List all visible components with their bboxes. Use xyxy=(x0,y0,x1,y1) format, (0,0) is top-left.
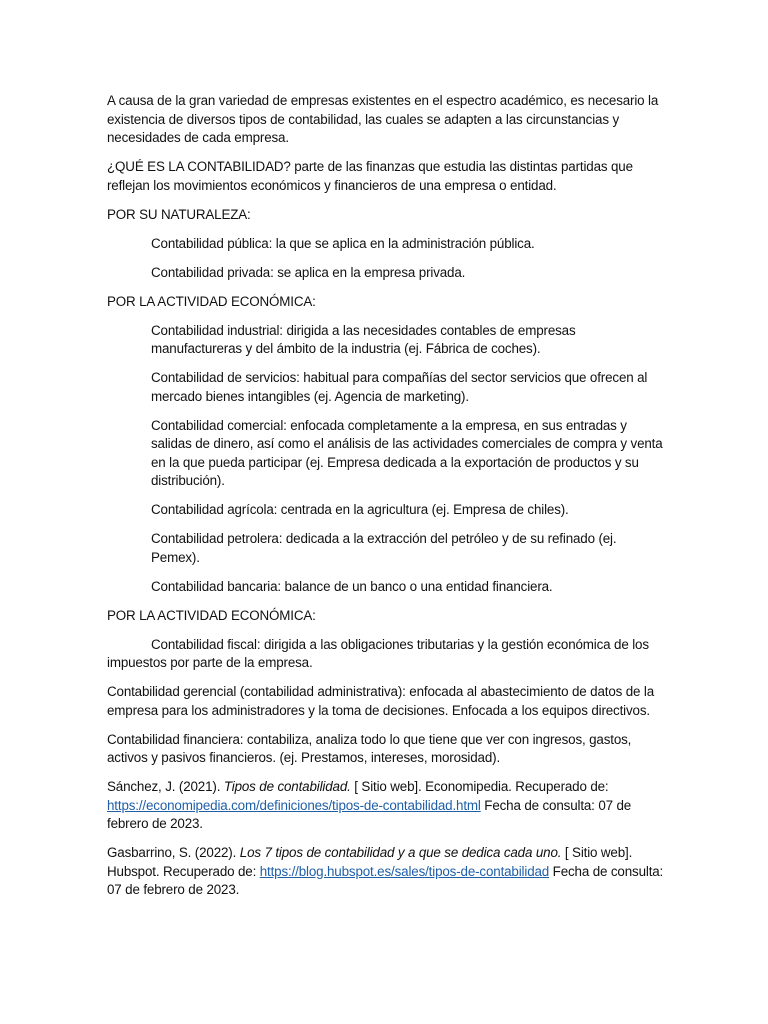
section-heading-actividad: POR LA ACTIVIDAD ECONÓMICA: xyxy=(107,293,316,309)
list-item: Contabilidad industrial: dirigida a las necesidades contables de empresas manufactureras y del ámbito de la industria (ej. Fábrica de coches). xyxy=(151,322,576,356)
list-item: Contabilidad comercial: enfocada completamente a la empresa, en sus entradas y salidas de dinero, así como el análisis de las actividades comerciales de compra y venta en la que pueda participar (ej. Empresa dedicada a la exportación de productos y su distribución). xyxy=(151,417,663,488)
reference-entry xyxy=(107,778,667,834)
list-item: Contabilidad agrícola: centrada en la agricultura (ej. Empresa de chiles). xyxy=(151,502,569,517)
reference-entry xyxy=(107,844,667,900)
fiscal-paragraph: Contabilidad fiscal: dirigida a las obligaciones tributarias y la gestión económica de los impuestos por parte de la empresa. xyxy=(107,636,649,670)
reference-source: [ Sitio web]. Hubspot. Recuperado de: xyxy=(107,845,633,879)
definition-paragraph: ¿QUÉ ES LA CONTABILIDAD? parte de las finanzas que estudia las distintas partidas que reflejan los movimientos económicos y financieros de una empresa o entidad. xyxy=(107,159,633,193)
section-heading-naturaleza: POR SU NATURALEZA: xyxy=(107,206,251,222)
list-item: Contabilidad pública: la que se aplica en la administración pública. xyxy=(151,235,535,251)
reference-title: Los 7 tipos de contabilidad y a que se dedica cada uno. xyxy=(239,845,562,860)
intro-paragraph: A causa de la gran variedad de empresas existentes en el espectro académico, es necesario la existencia de diversos tipos de contabilidad, las cuales se adapten a las circunstancias y necesidades de cada empresa. xyxy=(107,93,659,145)
reference-author: Sánchez, J. (2021). xyxy=(107,779,224,794)
reference-link[interactable]: https://blog.hubspot.es/sales/tipos-de-contabilidad xyxy=(259,863,550,879)
reference-author: Gasbarrino, S. (2022). xyxy=(107,845,240,860)
reference-date: Fecha de consulta: 07 de febrero de 2023. xyxy=(107,797,632,831)
list-item: Contabilidad de servicios: habitual para compañías del sector servicios que ofrecen al mercado bienes intangibles (ej. Agencia de marketing). xyxy=(151,370,648,404)
reference-source: [ Sitio web]. Economipedia. Recuperado de: xyxy=(350,779,609,794)
reference-link[interactable]: https://economipedia.com/definiciones/tipos-de-contabilidad.html xyxy=(107,797,481,813)
list-item: Contabilidad bancaria: balance de un banco o una entidad financiera. xyxy=(151,578,553,594)
reference-title: Tipos de contabilidad. xyxy=(223,779,351,794)
section-heading-actividad-2: POR LA ACTIVIDAD ECONÓMICA: xyxy=(107,607,316,623)
list-item: Contabilidad petrolera: dedicada a la extracción del petróleo y de su refinado (ej. Pemex). xyxy=(151,531,617,565)
list-item: Contabilidad privada: se aplica en la empresa privada. xyxy=(151,264,466,280)
financiera-paragraph: Contabilidad financiera: contabiliza, analiza todo lo que tiene que ver con ingresos, gastos, activos y pasivos financieros. (ej. Prestamos, intereses, morosidad). xyxy=(107,731,632,765)
document-body xyxy=(107,92,667,910)
gerencial-paragraph: Contabilidad gerencial (contabilidad administrativa): enfocada al abastecimiento de datos de la empresa para los administradores y la toma de decisiones. Enfocada a los equipos directivos. xyxy=(107,684,655,718)
reference-date: Fecha de consulta: 07 de febrero de 2023. xyxy=(107,863,664,897)
